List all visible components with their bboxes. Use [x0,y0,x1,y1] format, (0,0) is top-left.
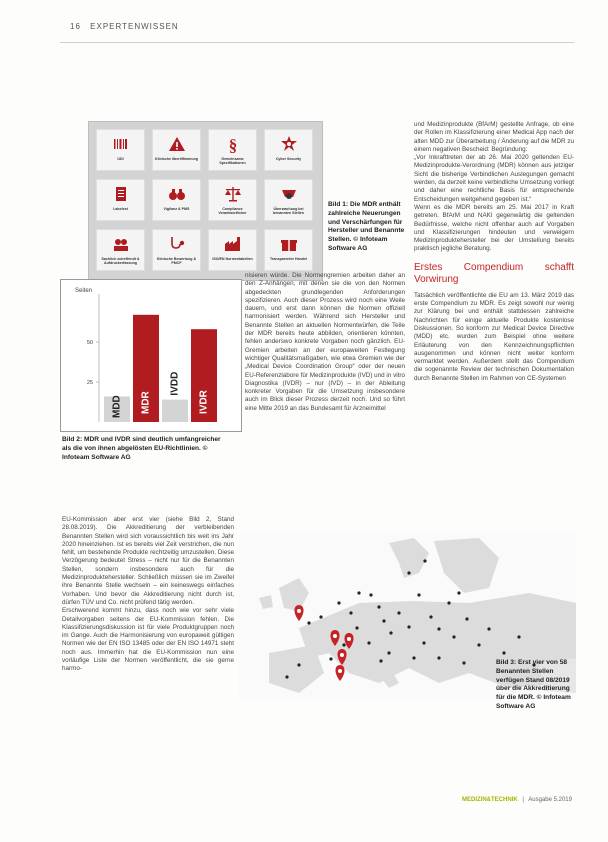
chart-bar [162,400,188,422]
faces-icon [112,235,130,253]
icon-tile [208,179,257,221]
binoculars-icon [168,185,186,203]
icon-tile [208,129,257,171]
magazine-name: MEDIZIN&TECHNIK [462,797,518,803]
icon-tile [264,129,313,171]
notified-body-dot [407,571,410,574]
page-number: 16 [70,22,81,31]
accredited-marker-icon [294,605,303,621]
police-badge-icon [280,135,298,153]
figure-1-icon-grid [88,121,323,281]
notified-body-dot [297,663,300,666]
notified-body-dot [367,641,370,644]
icon-tile-label: Compliance Verantwortlicher [218,207,247,216]
figure-3-caption: Bild 3: Erst vier von 58 Benannten Stellen verfügen Stand 08/2019 über die Akkreditierung für die MDR. © Infoteam Software AG [496,659,571,710]
col3-paragraph-1: und Medizinprodukte (BfArM) gestellte Anfrage, ob eine der Rollen im Klassifizierung einer Medical App nach der alten MDD zur Überarbeitung / Änderung auf die MDR zu einem negativen Bescheid: Begründung: [414,121,574,153]
notified-body-dot [465,617,468,620]
icon-tile-label: Transparenter Handel [270,257,307,261]
col3-paragraph-3: Wenn es die MDR bereits am 25. Mai 2017 in Kraft getreten. BfArM und NAKI gegenwärtig die geltenden Bedürfnisse, welche nicht offenbar auch auf Vorgaben und Klassifizierungen hindeuten und verweigern Medizinproduktehersteller bei der Umstellung bereits praktisch jegliche Beratung. [414,203,574,253]
notified-body-dot [422,641,425,644]
notified-body-dot [337,601,340,604]
col2-paragraph-1: nisieren würde. Die Normengremien arbeiten daher an den Z-Anhängen, mit denen sie die von den Normen abgedeckten grundlegenden Anforderungen spezifizieren. Auch dieser Prozess wird noch eine Weile dauern, und erst dann können die Normen offiziell harmonisiert werden. Während sich Hersteller und Benannte Stellen an aktuellen Normentwürfen, die Teile der MDR bereits heute abbilden, orientieren könnten, fehlen anderswo konkrete Vorgaben noch gänzlich. EU-Gremien arbeiten an der europaweiten Festlegung wichtiger Qualitätsmaßgaben, wie etwa Gremien wie der „Medical Device Coordination Group“ oder der neuen EU-Referenzlabore für Medizinprodukte (IVD) und in vitro Diagnostika (IVDR) – nur (IVD) – in der Ableitung konkreter Vorgaben für die Umsetzung insbesondere auch im Blick dieser Prozess derzeit noch. Und so führt eine Mitte 2019 an das Bundesamt für Arzneimittel [245,272,405,412]
icon-tile-label: Klinische Ilbertilfimmung [155,157,198,161]
icon-tile [264,229,313,271]
issue-label: Ausgabe 5.2019 [528,797,572,803]
chart-bar-label: MDD [111,395,123,418]
icon-tile [96,229,145,271]
notified-body-dot [447,601,450,604]
icon-tile-label: Gemeinsame Spezifikationen [219,157,246,166]
land-ireland [259,595,273,609]
icon-tile-label: Sachlich zutreffendt & Aufdruckerfassung [101,257,140,266]
notified-body-dot [307,621,310,624]
chart-bar-label: IVDR [198,390,210,414]
notified-body-dot [437,627,440,630]
icon-tile-label: ISO/EN Normentabellen [212,257,253,261]
notified-body-dot [407,625,410,628]
notified-body-dot [462,661,465,664]
chart-bar-label: IVDD [169,371,181,396]
notified-body-dot [382,619,385,622]
icon-tile-label: UDI [117,157,124,161]
notified-body-dot [285,675,288,678]
accredited-marker-icon [335,665,344,681]
section-title: EXPERTENWISSEN [90,22,179,31]
notified-body-dot [437,656,440,659]
chart-y-label: Seiten [75,288,93,294]
svg-text:§: § [228,136,238,153]
chart-y-tick-label: 25 [86,380,93,386]
icon-tile [264,179,313,221]
barcode-icon [112,135,130,153]
icon-tile-label: Überwachung bei benannten Stellen [273,207,304,216]
icon-tile-label: Klinische Bewertung & PMCF [156,257,197,266]
icon-tile [96,179,145,221]
icon-tile [152,129,201,171]
column-1-text [62,516,234,674]
chart-y-tick-label: 50 [86,340,93,346]
notified-body-dot [502,651,505,654]
icon-tile-label: Cyber Security [275,157,302,161]
notified-body-dot [487,627,490,630]
notified-body-dot [387,651,390,654]
section-heading: Erstes Compendium schafft Vorwirung [414,261,574,285]
notified-body-dot [377,605,380,608]
col3-paragraph-4: Tatsächlich veröffentlichte die EU am 13. März 2019 das erste Compendium zu MDR. Es zeigt sowohl nur wenig zur Klärung bei und enthält stattdessen zahlreiche Nachrichten für einige aktuelle Produkte kostenlose Diskussionen. So konform zur Medical Device Directive (MDD) etc. wurden zum Beispiel ohne weitere Erläuterung von den Kennzeichnungspflichten ausgenommen und können nicht weiter konform vermarktet werden. Außerdem stellt das Compendium die sogenannte Review der technischen Dokumentation durch Benannte Stellen im Rahmen von CE-Systemen [414,291,574,382]
stethoscope-icon [168,235,186,253]
notified-body-dot [379,659,382,662]
notified-body-dot [342,643,345,646]
notified-body-dot [477,643,480,646]
notified-body-dot [389,631,392,634]
icon-tile-label: Vigilanz & PMS [163,207,190,211]
figure-2-chart [60,279,242,432]
running-header [70,22,179,31]
notified-body-dot [457,591,460,594]
col1-paragraph-2: Erschwerend kommt hinzu, dass noch wie vor sehr viele Detailvorgaben seitens der EU-Kommission fehlen. Die Klassifizierungsdiskussion ist für viele Produktgruppen noch im Gange. Auch die Harmonisierung von europaweit gültigen Normen wie der EN ISO 13485 oder der EN ISO 14971 steht noch aus. Immerhin hat die EU-Kommission nun eine vorläufige Liste der Normen veröffentlicht, die sie gerne harmo- [62,607,234,673]
col3-paragraph-2: „Vor Inkrafttreten der ab 26. Mai 2020 geltenden EU-Medizinprodukte-Verordnung (MDR) können aus jetziger Sicht die bisherige Verbindlichen Auslegungen gemacht werden, da derzeit keine verbindliche Umsetzung vorliegt und daher eine rechtliche Basis für entsprechende Entscheidungen weitgehend gegeben ist.“ [414,154,574,203]
figure-2-caption: Bild 2: MDR und IVDR sind deutlich umfangreicher als die von ihnen abgelösten EU-Richtlinien. © Infoteam Software AG [62,436,221,461]
paragraph-icon [224,135,242,153]
notified-body-dot [429,615,432,618]
chart-bar-label: MDR [140,391,152,414]
scales-icon [224,185,242,203]
notified-body-dot [357,591,360,594]
gift-icon [280,235,298,253]
land-british-isles [279,578,309,611]
notified-body-dot [517,635,520,638]
column-3-text [414,121,574,383]
notified-body-dot [319,615,322,618]
chart-svg [61,280,241,431]
notified-body-dot [412,656,415,659]
notified-body-dot [417,593,420,596]
icon-tile-label: Labelest [113,207,128,211]
icon-tile [96,129,145,171]
factory-icon [224,235,242,253]
land-iberia [269,645,324,693]
land-finland-russia [434,538,499,593]
warning-triangle-icon [168,135,186,153]
icon-tile [152,229,201,271]
figure-1-caption: Bild 1: Die MDR enthält zahlreiche Neuerungen und Verschärfungen für Hersteller und Benannte Stellen. © Infoteam Software AG [328,201,405,252]
icon-tile [208,229,257,271]
notified-body-dot [369,593,372,596]
notified-body-dot [423,559,426,562]
notified-body-dot [397,611,400,614]
camera-icon [280,185,298,203]
notified-body-dot [452,635,455,638]
page-footer: MEDIZIN&TECHNIK | Ausgabe 5.2019 [462,797,572,803]
header-rule [60,42,574,43]
icon-tile [152,179,201,221]
document-list-icon [112,185,130,203]
column-2-text [245,272,405,413]
notified-body-dot [355,626,358,629]
notified-body-dot [329,657,332,660]
notified-body-dot [349,611,352,614]
col1-paragraph-1: EU-Kommission aber erst vier (siehe Bild 2, Stand 28.08.2019). Die Akkreditierung der verbleibenden Benannten Stellen wird sich voraussichtlich bis weit ins Jahr 2020 hineinziehen. Ist es bereits viel Zeit verstrichen, die nun fehlt, um bestehende Produkte rechtzeitig umzustellen. Diese Verzögerung bedeutet Stress – nicht nur für die Benannten Stellen, sondern insbesondere auch für die Medizinproduktehersteller. Schließlich müssen sie im Zweifel ihre Benannte Stelle wechseln – ein keineswegs einfaches Vorhaben. Und bevor die Akkreditierung nicht durch ist, dürfen TÜV und Co. nicht prüfend tätig werden. [62,516,234,606]
